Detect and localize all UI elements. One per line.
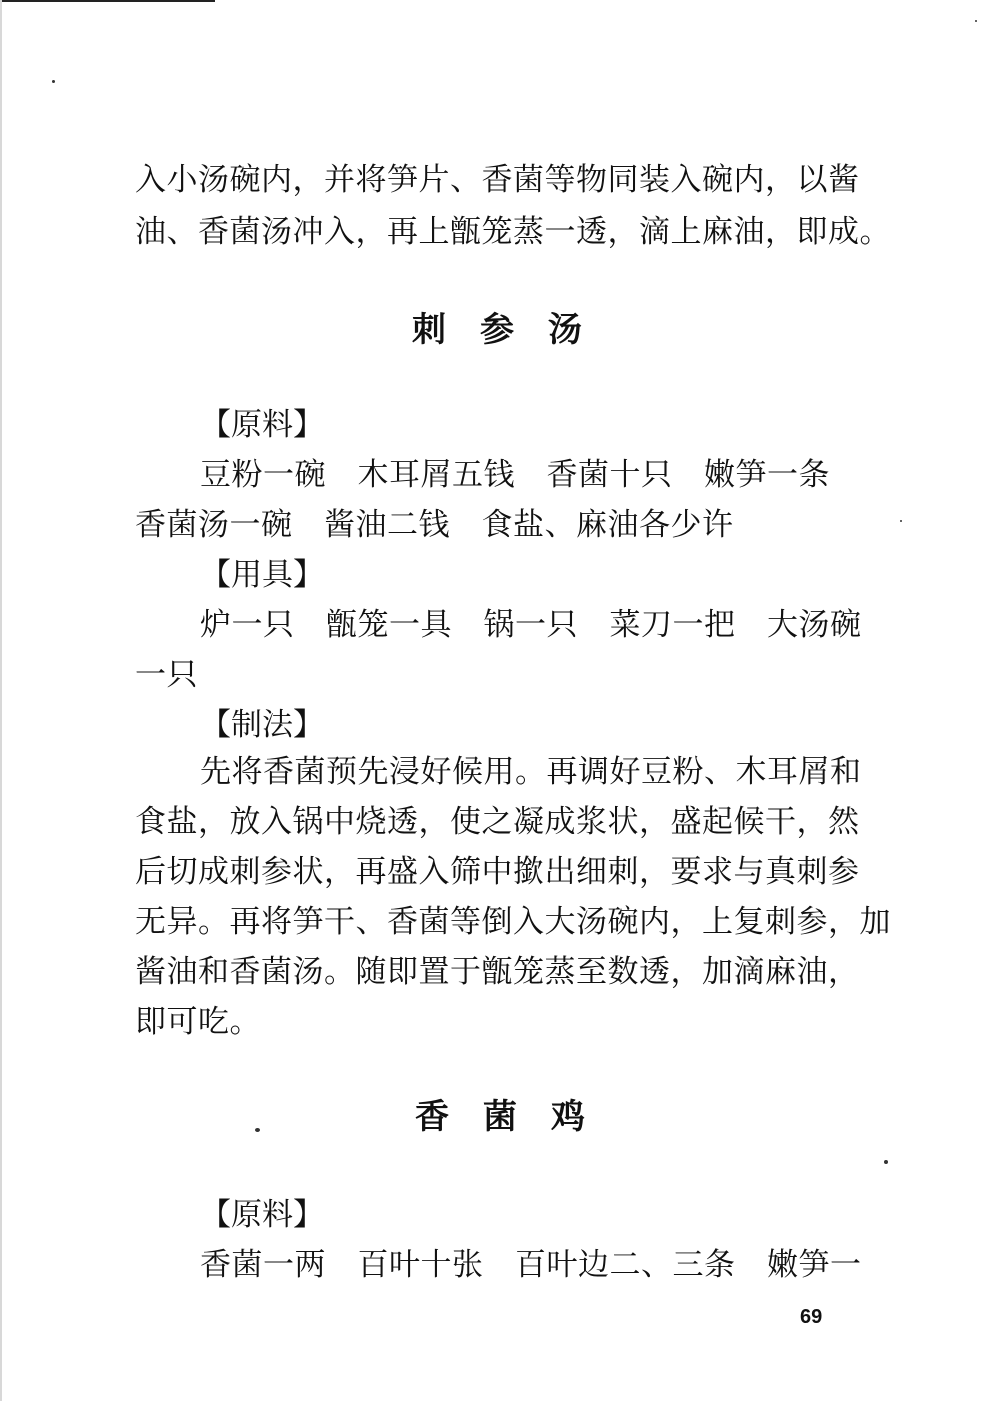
ingredients-line: 豆粉一碗 木耳屑五钱 香菌十只 嫩笋一条 — [200, 457, 830, 493]
continuation-line-2: 油、香菌汤冲入，再上甑笼蒸一透，滴上麻油，即成。 — [135, 214, 891, 250]
method-line: 无异。再将笋干、香菌等倒入大汤碗内，上复刺参，加 — [135, 904, 891, 940]
scan-speck — [900, 520, 902, 522]
ingredients-label: 【原料】 — [200, 1197, 324, 1233]
ingredients-line: 香菌一两 百叶十张 百叶边二、三条 嫩笋一 — [200, 1247, 862, 1283]
tools-line: 一只 — [135, 657, 198, 693]
method-line: 即可吃。 — [135, 1004, 261, 1040]
ingredients-label: 【原料】 — [200, 407, 324, 443]
method-line: 后切成刺参状，再盛入筛中撳出细刺，要求与真刺参 — [135, 854, 860, 890]
method-line: 食盐，放入锅中烧透，使之凝成浆状，盛起候干，然 — [135, 804, 860, 840]
page-edge — [0, 0, 2, 1401]
method-label: 【制法】 — [200, 707, 324, 743]
tools-line: 炉一只 甑笼一具 锅一只 菜刀一把 大汤碗 — [200, 607, 862, 643]
recipe-title: 香菌鸡 — [415, 1097, 619, 1137]
scan-speck — [884, 1160, 888, 1164]
top-rule — [0, 0, 215, 2]
recipe-title: 刺参汤 — [412, 310, 616, 350]
tools-label: 【用具】 — [200, 557, 324, 593]
scan-speck — [255, 1128, 260, 1132]
continuation-line-1: 入小汤碗内，并将笋片、香菌等物同装入碗内，以酱 — [135, 162, 860, 198]
method-line: 酱油和香菌汤。随即置于甑笼蒸至数透，加滴麻油， — [135, 954, 860, 990]
method-line: 先将香菌预先浸好候用。再调好豆粉、木耳屑和 — [200, 754, 862, 790]
ingredients-line: 香菌汤一碗 酱油二钱 食盐、麻油各少许 — [135, 507, 734, 543]
scan-speck — [975, 20, 977, 22]
scan-speck — [52, 80, 55, 83]
page-number: 69 — [800, 1306, 823, 1328]
